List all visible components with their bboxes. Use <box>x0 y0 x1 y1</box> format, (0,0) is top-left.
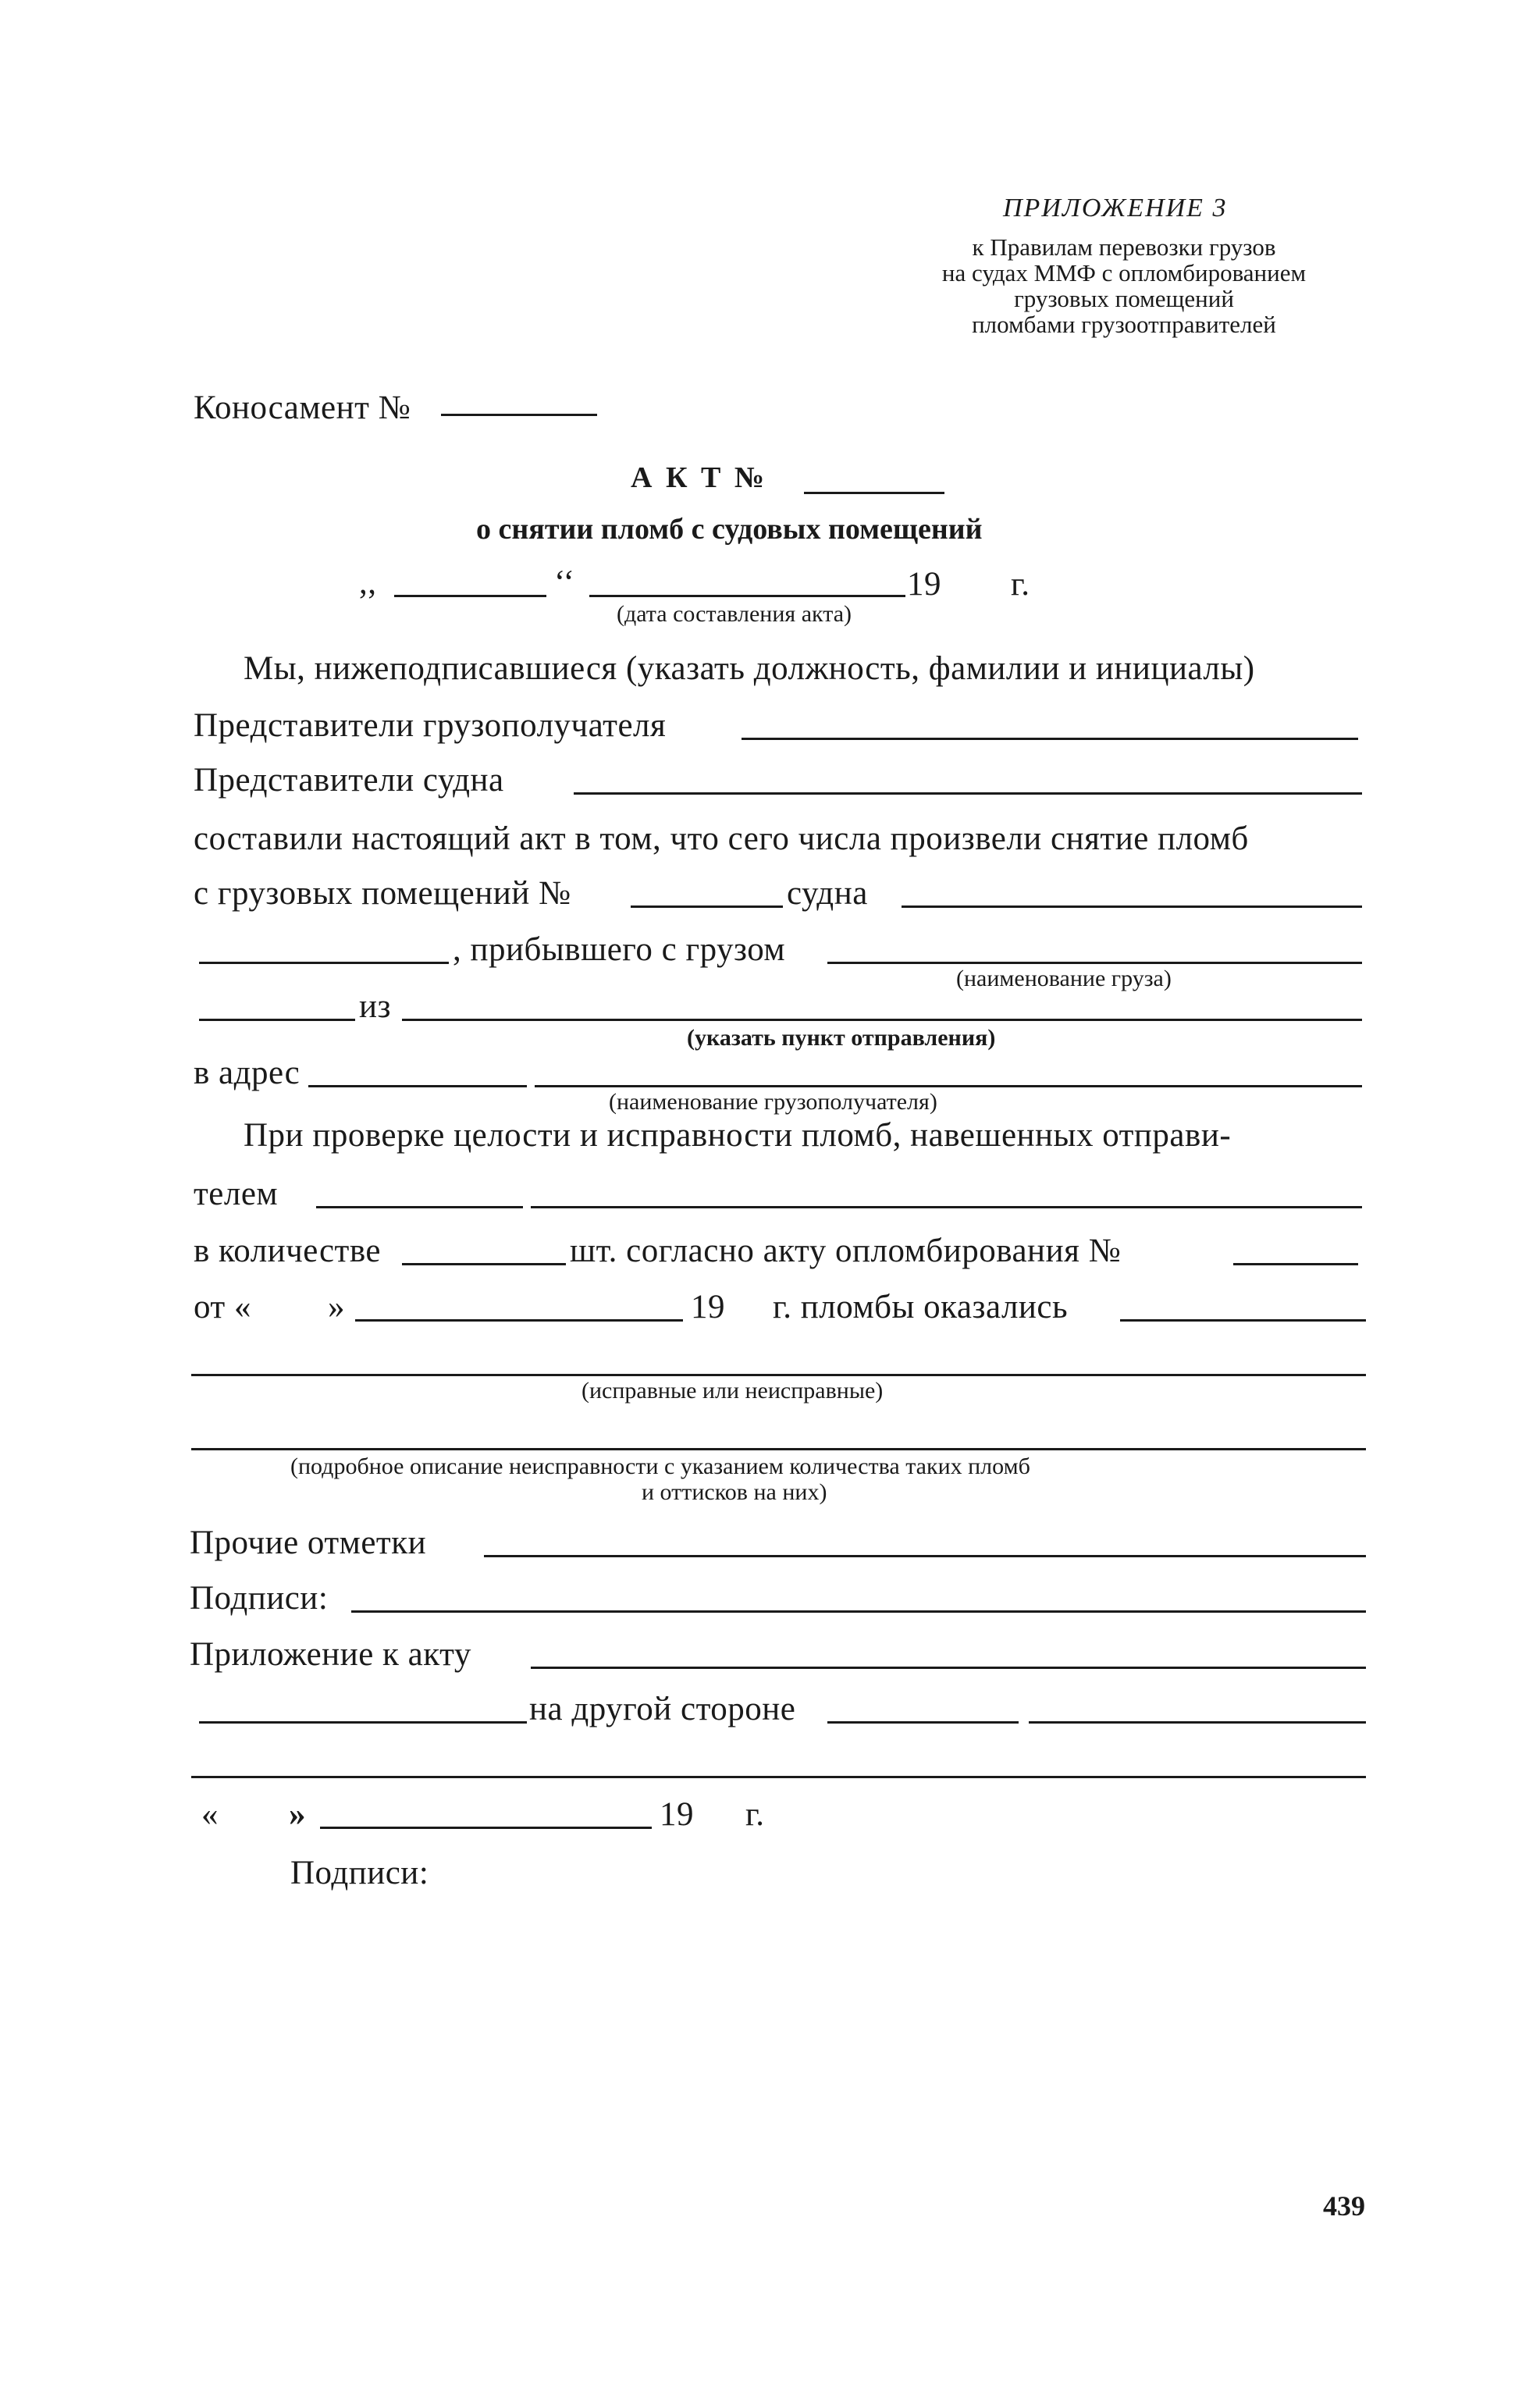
date-year-prefix: 19 <box>907 566 941 603</box>
ship-name-continuation-field <box>199 962 449 964</box>
recipient-reps-label: Представители грузополучателя <box>194 707 667 744</box>
attachment-field <box>531 1667 1366 1669</box>
attachment-label: Приложение к акту <box>190 1636 471 1673</box>
consignee-caption: (наименование грузополучателя) <box>609 1089 937 1115</box>
address-label: в адрес <box>194 1055 301 1091</box>
footer-year: 19 <box>660 1796 694 1833</box>
recipient-reps-field <box>742 738 1358 740</box>
compiled-statement: составили настоящий акт в том, что сего числа произвели снятие пломб <box>194 820 1249 857</box>
other-side-field-1 <box>827 1721 1019 1724</box>
date-close-quote: ‘‘ <box>554 564 575 601</box>
departure-point-field <box>402 1019 1362 1021</box>
footer-date-field <box>320 1827 652 1829</box>
appendix-line-3: грузовых помещений <box>1014 285 1234 312</box>
bill-number-field <box>441 414 597 416</box>
ship-reps-label: Представители судна <box>194 762 504 799</box>
other-side-label: на другой стороне <box>529 1691 796 1727</box>
defect-description-field <box>191 1448 1366 1450</box>
act-number-field <box>804 492 944 494</box>
signatures-label: Подписи: <box>190 1580 329 1617</box>
condition-caption: (исправные или неисправные) <box>582 1378 884 1404</box>
date-year-suffix: г. <box>1011 566 1030 603</box>
signatories-intro: Мы, нижеподписавшиеся (указать должность, фамилии и инициалы) <box>244 650 1255 687</box>
bill-of-lading-label: Коносамент № <box>194 390 411 426</box>
quantity-label: в количестве <box>194 1233 381 1269</box>
footer-signatures-label: Подписи: <box>290 1855 429 1891</box>
ship-name-field <box>902 905 1362 908</box>
sealing-act-number-field <box>1233 1263 1358 1265</box>
other-side-field-2 <box>1029 1721 1366 1724</box>
signatures-field <box>351 1610 1366 1613</box>
act-title: А К Т № <box>631 461 768 494</box>
cargo-caption: (наименование груза) <box>956 966 1172 991</box>
act-subtitle: о снятии пломб с судовых помещений <box>476 513 983 546</box>
seal-check-statement: При проверке целости и исправности пломб, навешенных отправи- <box>244 1117 1232 1154</box>
condition-field <box>191 1374 1366 1376</box>
ship-reps-field <box>574 792 1362 795</box>
other-marks-label: Прочие отметки <box>190 1525 427 1561</box>
appendix-line-4: пломбами грузоотправителей <box>972 311 1276 338</box>
quantity-field <box>402 1263 566 1265</box>
from-year: 19 <box>691 1289 725 1325</box>
page-number: 439 <box>1323 2190 1365 2222</box>
attachment-prefix-field <box>199 1721 527 1724</box>
sender-field-1 <box>316 1206 523 1208</box>
appendix-line-1: к Правилам перевозки грузов <box>972 233 1276 261</box>
seals-were-label: г. пломбы оказались <box>773 1289 1069 1325</box>
appendix-title: ПРИЛОЖЕНИЕ 3 <box>1003 194 1228 222</box>
from-date-close-quote: » <box>328 1289 345 1325</box>
hold-number-field <box>631 905 783 908</box>
from-label: из <box>359 988 391 1025</box>
address-field-2 <box>535 1085 1362 1087</box>
from-holds-label: с грузовых помещений № <box>194 875 571 912</box>
from-date-field <box>355 1319 683 1322</box>
sender-label: телем <box>194 1176 279 1212</box>
date-month-field <box>589 595 905 597</box>
sender-field-2 <box>531 1206 1362 1208</box>
from-prefix-field <box>199 1019 355 1021</box>
appendix-line-2: на судах ММФ с опломбированием <box>941 259 1307 286</box>
extra-line-field <box>191 1776 1366 1778</box>
date-caption: (дата составления акта) <box>617 601 852 627</box>
footer-close-quote: » <box>289 1796 306 1833</box>
defect-caption-line-1: (подробное описание неисправности с указанием количества таких пломб <box>290 1453 1030 1479</box>
arrived-with-cargo-label: , прибывшего с грузом <box>453 931 786 968</box>
cargo-field <box>827 962 1362 964</box>
seals-condition-field <box>1120 1319 1366 1322</box>
date-open-quote: ,, <box>359 564 377 601</box>
date-day-field <box>394 595 546 597</box>
footer-open-quote: « <box>201 1796 219 1833</box>
footer-year-suffix: г. <box>745 1796 765 1833</box>
address-field-1 <box>308 1085 527 1087</box>
from-date-label: от « <box>194 1289 251 1325</box>
defect-caption-line-2: и оттисков на них) <box>642 1479 827 1505</box>
other-marks-field <box>484 1555 1366 1557</box>
departure-caption: (указать пункт отправления) <box>687 1025 996 1051</box>
ship-label: судна <box>787 875 868 912</box>
pieces-act-label: шт. согласно акту опломбирования № <box>570 1233 1122 1269</box>
